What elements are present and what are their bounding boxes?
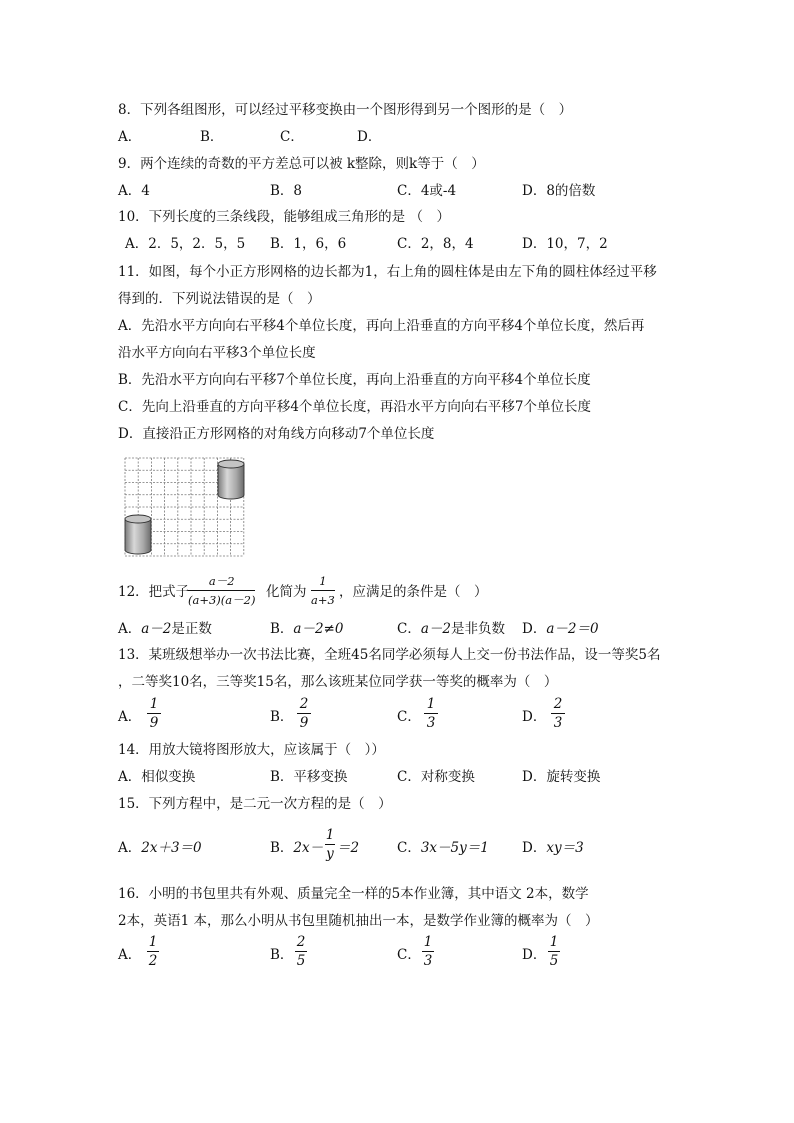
q13-option-c-letter: C． (397, 709, 421, 725)
numerator: 1 (549, 934, 559, 950)
option-letter: A． (118, 840, 142, 856)
cylinder-target (218, 460, 244, 499)
q14-option-a: A．相似变换 (118, 769, 196, 785)
denominator: 3 (426, 715, 436, 731)
fraction-bar (295, 951, 307, 952)
option-letter: B． (270, 840, 294, 856)
q12-option-b (270, 620, 343, 638)
q12-option-c (397, 620, 505, 638)
option-letter: C． (397, 621, 421, 637)
q11-stem-line2: 得到的．下列说法错误的是（ ） (118, 291, 321, 307)
fraction-bar (422, 951, 434, 952)
option-text: 是非负数 (450, 621, 505, 637)
numerator: 1 (325, 827, 335, 843)
denominator: 9 (299, 715, 309, 731)
q10-option-b: B．1，6，6 (270, 236, 347, 252)
numerator: 1 (423, 934, 433, 950)
q13-option-b-fraction (297, 696, 311, 731)
q16-stem-line2: 2本，英语1 本，那么小明从书包里随机抽出一本，是数学作业簿的概率为（ ） (118, 913, 599, 929)
denominator: 5 (549, 953, 559, 969)
q14-option-b: B．平移变换 (270, 769, 348, 785)
q8-stem: 8．下列各组图形，可以经过平移变换由一个图形得到另一个图形的是（ ） (118, 102, 573, 118)
q14-option-c: C．对称变换 (397, 769, 475, 785)
q12-option-d (522, 620, 599, 638)
fraction-bar (548, 951, 560, 952)
q10-option-d: D．10，7，2 (522, 236, 608, 252)
q11-option-c: C．先向上沿垂直的方向平移4个单位长度，再沿水平方向向右平移7个单位长度 (118, 399, 592, 415)
option-math: a－2 (420, 621, 451, 637)
q12-prefix: 12．把式子 (118, 584, 190, 600)
fraction-bar (188, 590, 255, 591)
numerator: 2 (299, 696, 309, 712)
numerator: 1 (426, 696, 436, 712)
q9-option-d: D．8的倍数 (522, 183, 596, 199)
q9-stem: 9．两个连续的奇数的平方差总可以被 k整除，则k等于（ ） (118, 156, 485, 172)
q8-option-a: A． (118, 129, 142, 145)
q12-mid-text: 化简为 (266, 584, 307, 600)
cylinder-source (125, 515, 151, 554)
q9-option-a: A．4 (118, 183, 150, 199)
q16-option-b-letter: B． (270, 947, 294, 963)
q12-fraction-1 (188, 573, 255, 608)
option-letter: D． (522, 840, 547, 856)
numerator: 2 (296, 934, 306, 950)
q12-fraction-1-denominator: (a+3)(a－2) (188, 593, 256, 607)
fraction-bar (311, 590, 335, 591)
option-text: 是正数 (171, 621, 212, 637)
q13-option-d-fraction (551, 696, 565, 731)
q16-option-d-letter: D． (522, 947, 547, 963)
q10-option-a: A．2．5，2．5，5 (125, 236, 246, 252)
denominator: 9 (149, 715, 159, 731)
q12-fraction-2 (311, 573, 335, 608)
denominator: 2 (148, 953, 158, 969)
q10-stem: 10．下列长度的三条线段，能够组成三角形的是 （ ） (118, 209, 450, 225)
denominator: 5 (296, 953, 306, 969)
q12-fraction-1-numerator: a－2 (208, 574, 235, 588)
q12-suffix: ，应满足的条件是（ ） (339, 584, 488, 600)
q8-option-d: D． (357, 129, 382, 145)
q8-option-c: C． (280, 129, 304, 145)
q15-option-b-post: ＝2 (337, 840, 360, 856)
q12-option-a (118, 620, 212, 638)
q15-option-d (522, 839, 584, 857)
q13-option-d-letter: D． (522, 709, 547, 725)
q11-option-a-line2: 沿水平方向向右平移3个单位长度 (118, 345, 316, 361)
q10-option-c: C．2，8，4 (397, 236, 474, 252)
option-letter: A． (118, 621, 142, 637)
q12-fraction-2-numerator: 1 (319, 574, 327, 588)
denominator: y (326, 846, 334, 862)
fraction-bar (424, 713, 438, 714)
numerator: 1 (149, 696, 159, 712)
q15-option-b-fraction (325, 827, 335, 862)
fraction-bar (551, 713, 565, 714)
q13-option-a-fraction (147, 696, 161, 731)
q16-option-a-fraction (147, 934, 159, 969)
q16-option-a-letter: A． (118, 947, 142, 963)
q13-stem-line1: 13．某班级想举办一次书法比赛，全班45名同学必须每人上交一份书法作品，设一等奖5名 (118, 647, 661, 663)
option-math: a－2 (141, 621, 172, 637)
q11-stem-line1: 11．如图，每个小正方形网格的边长都为1，右上角的圆柱体是由左下角的圆柱体经过平移 (118, 264, 657, 280)
q15-option-b-letter (270, 839, 323, 857)
option-math-pre: 2x－ (293, 840, 324, 856)
q11-grid-figure (120, 455, 250, 559)
option-math: xy＝3 (546, 840, 584, 856)
option-math: a－2≠0 (293, 621, 344, 637)
q12-fraction-2-denominator: a+3 (311, 593, 335, 607)
q16-option-d-fraction (548, 934, 560, 969)
fraction-bar (297, 713, 311, 714)
q13-option-c-fraction (424, 696, 438, 731)
q15-option-a (118, 839, 202, 857)
option-letter: D． (522, 621, 547, 637)
q16-option-c-letter: C． (397, 947, 421, 963)
denominator: 3 (553, 715, 563, 731)
q16-stem-line1: 16．小明的书包里共有外观、质量完全一样的5本作业簿，其中语文 2本，数学 (118, 886, 589, 902)
option-math: a－2＝0 (546, 621, 599, 637)
numerator: 2 (553, 696, 563, 712)
numerator: 1 (148, 934, 158, 950)
q14-stem: 14．用放大镜将图形放大，应该属于（ ）） (118, 742, 385, 758)
fraction-bar (147, 951, 159, 952)
q15-stem: 15．下列方程中，是二元一次方程的是（ ） (118, 796, 392, 812)
option-letter: B． (270, 621, 294, 637)
q15-option-c (397, 839, 489, 857)
q9-option-b: B．8 (270, 183, 303, 199)
q13-stem-line2: ，二等奖10名，三等奖15名，那么该班某位同学获一等奖的概率为（ ） (118, 674, 558, 690)
q11-option-d: D．直接沿正方形网格的对角线方向移动7个单位长度 (118, 426, 435, 442)
q16-option-b-fraction (295, 934, 307, 969)
q9-option-c: C．4或-4 (397, 183, 457, 199)
q16-option-c-fraction (422, 934, 434, 969)
q11-option-a-line1: A．先沿水平方向向右平移4个单位长度，再向上沿垂直的方向平移4个单位长度，然后再 (118, 318, 645, 334)
q13-option-a-letter: A． (118, 709, 142, 725)
fraction-bar (325, 844, 335, 845)
fraction-bar (147, 713, 161, 714)
q13-option-b-letter: B． (270, 709, 294, 725)
denominator: 3 (423, 953, 433, 969)
option-math: 2x＋3＝0 (141, 840, 202, 856)
option-math: 3x－5y＝1 (420, 840, 489, 856)
q11-option-b: B．先沿水平方向向右平移7个单位长度，再向上沿垂直的方向平移4个单位长度 (118, 372, 591, 388)
q8-option-b: B． (200, 129, 224, 145)
q14-option-d: D．旋转变换 (522, 769, 601, 785)
option-letter: C． (397, 840, 421, 856)
